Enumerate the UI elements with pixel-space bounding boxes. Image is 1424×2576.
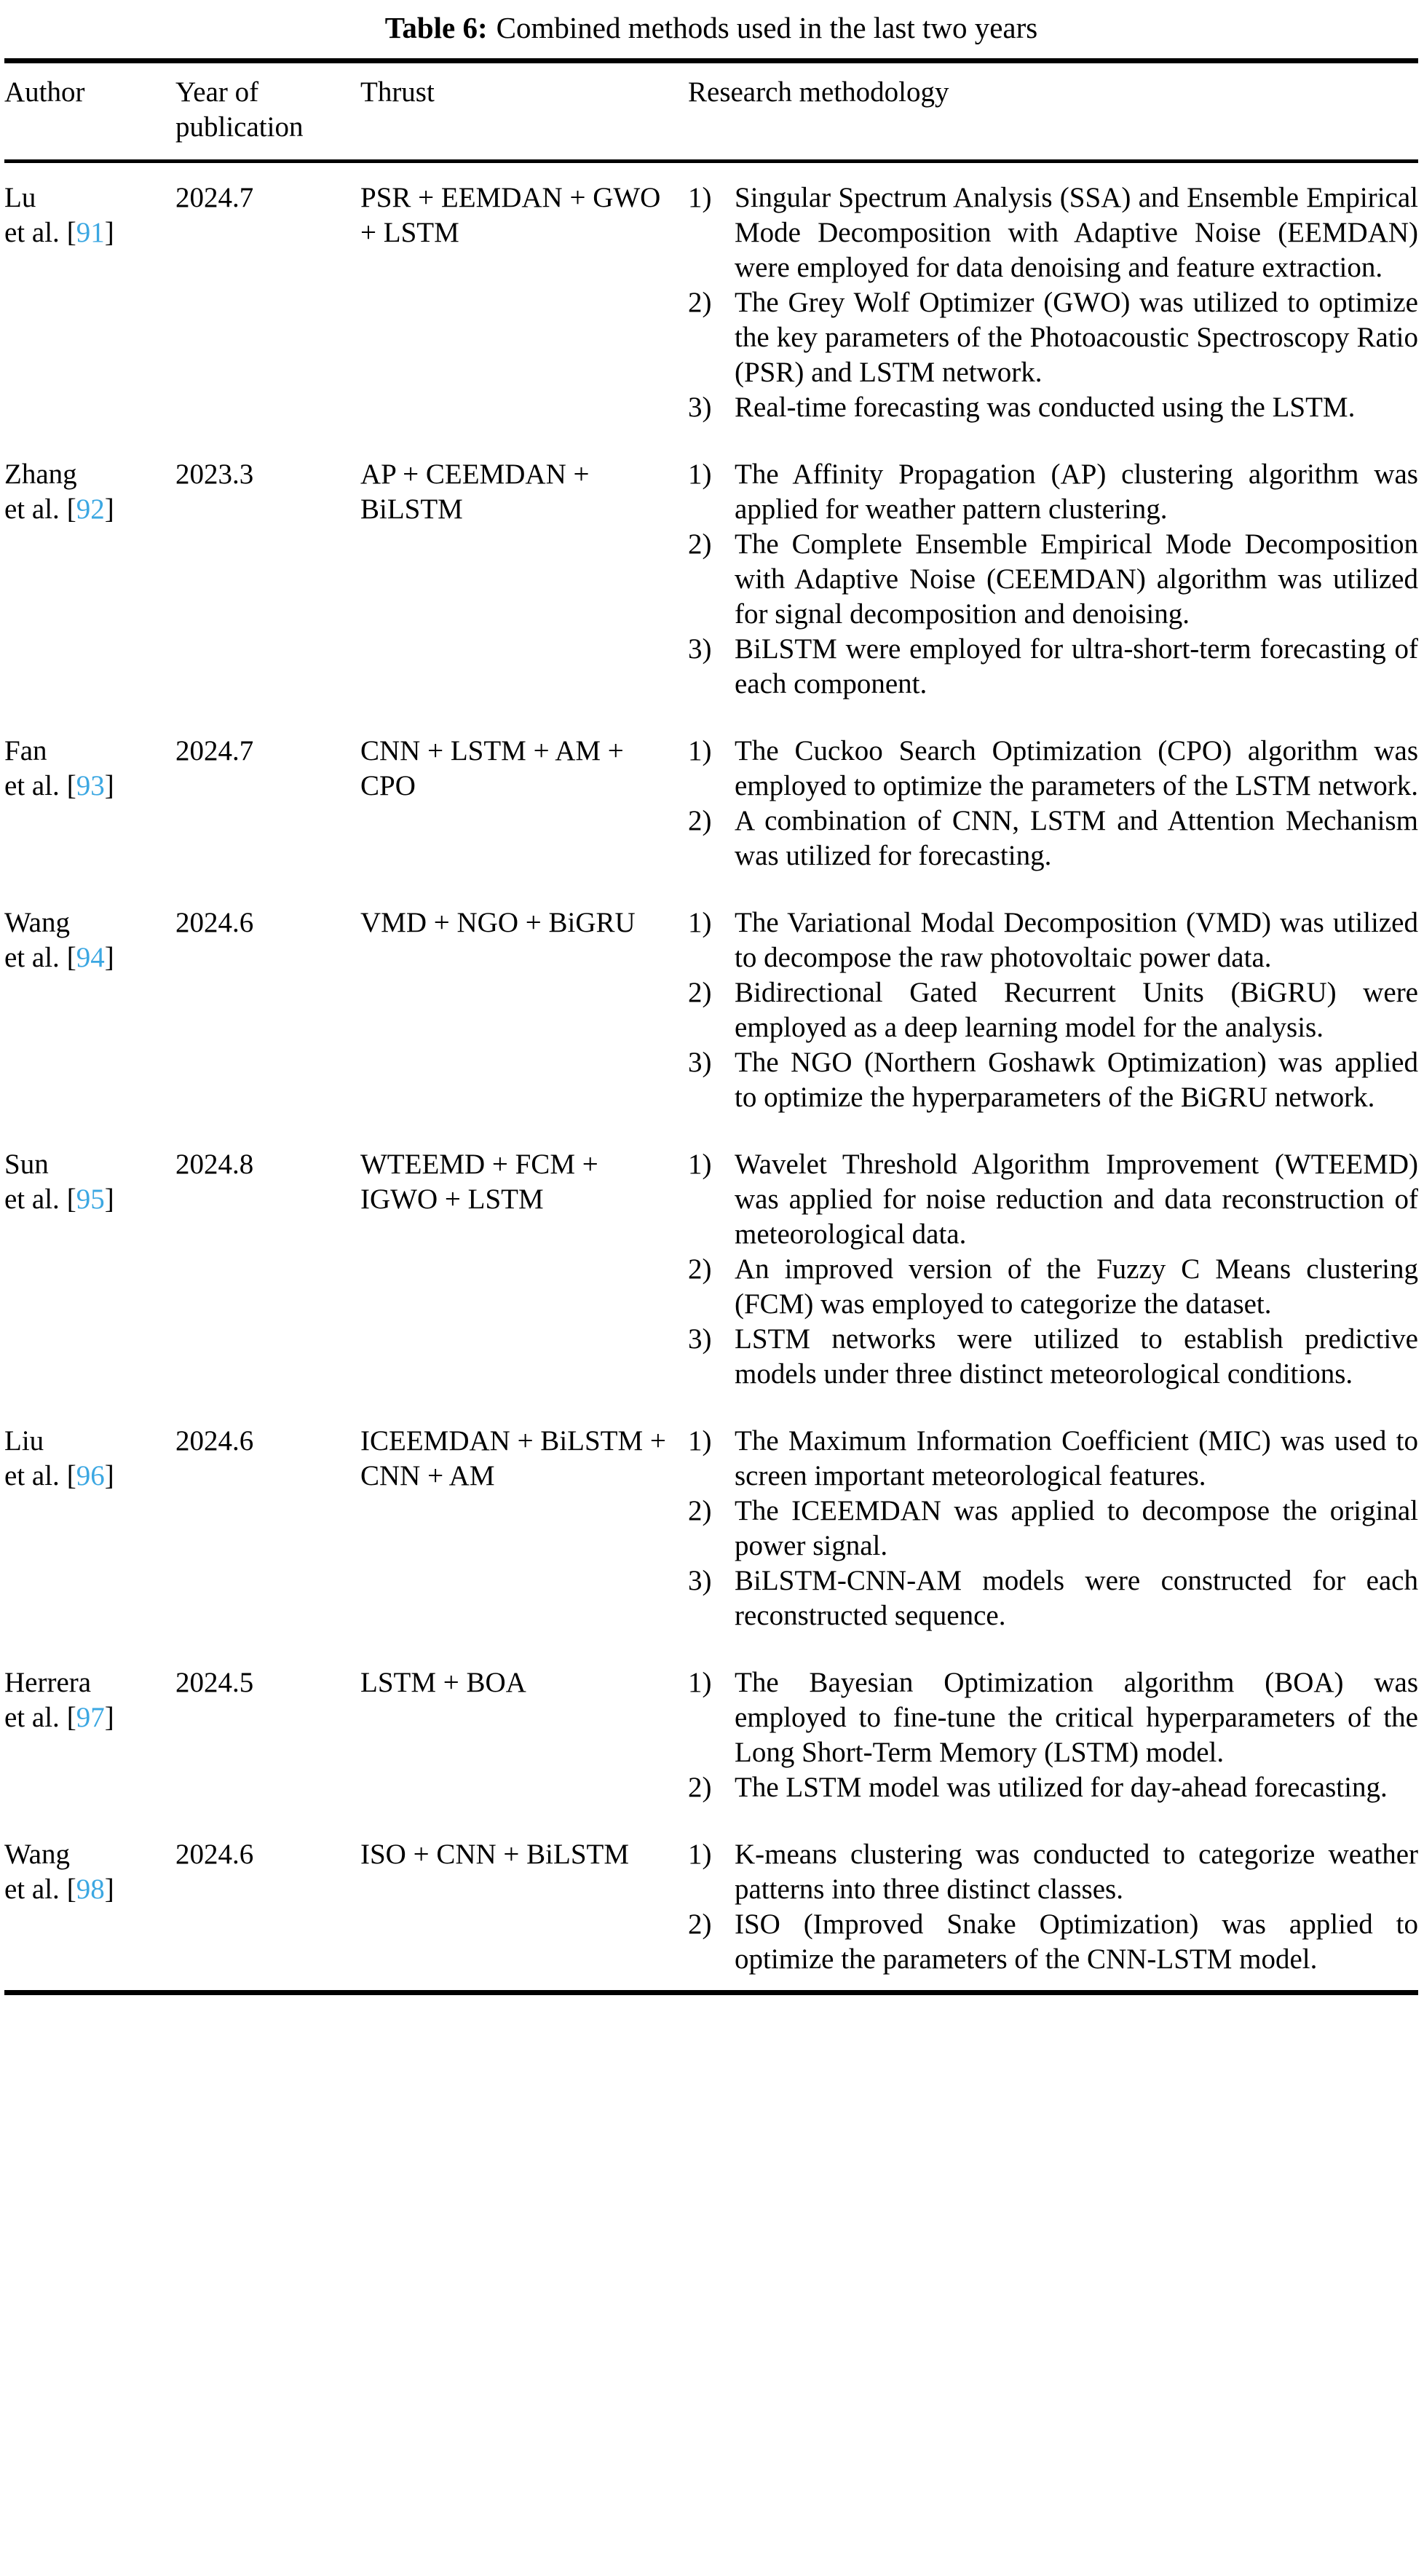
methodology-item-text: Bidirectional Gated Recurrent Units (BiGRU) were employed as a deep learning model for the analysis.: [735, 977, 1418, 1043]
methodology-item-text: The ICEEMDAN was applied to decompose the original power signal.: [735, 1495, 1418, 1561]
methodology-item-text: ISO (Improved Snake Optimization) was applied to optimize the parameters of the CNN-LSTM model.: [735, 1909, 1418, 1975]
ref-bracket-close: ]: [104, 1874, 114, 1905]
table-row: [4, 1424, 1418, 1633]
author-cell: [4, 181, 175, 250]
author-cell: [4, 734, 175, 804]
citation-ref[interactable]: 92: [76, 494, 105, 525]
methodology-item-number: 1): [688, 182, 712, 213]
methodology-item: [688, 975, 1418, 1045]
author-cell: [4, 1837, 175, 1907]
methodology-item-text: The LSTM model was utilized for day-ahead forecasting.: [735, 1772, 1388, 1803]
methodology-item-number: 1): [688, 1667, 712, 1698]
thrust-cell: WTEEMD + FCM + IGWO + LSTM: [360, 1149, 598, 1215]
methodology-item-text: K-means clustering was conducted to categorize weather patterns into three distinct classes.: [735, 1839, 1418, 1905]
methodology-item-text: The Variational Modal Decomposition (VMD) was utilized to decompose the raw photovoltaic power data.: [735, 907, 1418, 973]
table-caption-label: Table 6:: [384, 11, 488, 44]
ref-bracket-open: [: [66, 942, 76, 973]
year-cell: 2024.6: [175, 907, 254, 938]
ref-bracket-open: [: [66, 494, 76, 525]
year-cell: 2024.6: [175, 1839, 254, 1870]
thrust-cell: ISO + CNN + BiLSTM: [360, 1839, 630, 1870]
thrust-cell: VMD + NGO + BiGRU: [360, 907, 636, 938]
methodology-item-number: 3): [688, 1565, 712, 1596]
methodology-item-number: 1): [688, 1425, 712, 1457]
methodology-item-text: BiLSTM were employed for ultra-short-term forecasting of each component.: [735, 633, 1418, 700]
ref-bracket-close: ]: [104, 770, 114, 801]
methodology-item: [688, 390, 1418, 425]
ref-bracket-open: [: [66, 1184, 76, 1215]
column-header-author: Author: [4, 76, 85, 108]
author-citation: [4, 1872, 175, 1907]
citation-ref[interactable]: 96: [76, 1460, 105, 1491]
year-cell: 2024.7: [175, 735, 254, 766]
methodology-item-number: 2): [688, 1772, 712, 1803]
methodology-item-text: The Complete Ensemble Empirical Mode Decomposition with Adaptive Noise (CEEMDAN) algorithm was utilized for signal decomposition and denoising.: [735, 528, 1418, 630]
methodology-item-number: 3): [688, 1323, 712, 1355]
ref-bracket-close: ]: [104, 942, 114, 973]
thrust-cell: PSR + EEMDAN + GWO + LSTM: [360, 182, 661, 248]
year-cell: 2024.5: [175, 1667, 254, 1698]
methodology-item: [688, 1147, 1418, 1252]
author-etal: et al.: [4, 217, 60, 248]
author-etal: et al.: [4, 942, 60, 973]
ref-bracket-close: ]: [104, 494, 114, 525]
methodology-item: [688, 1564, 1418, 1633]
author-citation: [4, 1459, 175, 1494]
author-name: Wang: [4, 1839, 70, 1870]
methodology-item-number: 2): [688, 528, 712, 560]
methodology-item-number: 2): [688, 1253, 712, 1285]
thrust-cell: LSTM + BOA: [360, 1667, 526, 1698]
table-row: [4, 181, 1418, 425]
methodology-item-number: 2): [688, 1909, 712, 1940]
table-top-rule: [4, 58, 1418, 63]
author-cell: [4, 457, 175, 527]
methodology-item-text: The Maximum Information Coefficient (MIC) was used to screen important meteorological features.: [735, 1425, 1418, 1491]
methodology-cell: [688, 457, 1418, 702]
ref-bracket-open: [: [66, 1702, 76, 1733]
author-citation: [4, 492, 175, 527]
table-caption-text: Combined methods used in the last two years: [496, 11, 1038, 44]
column-header-thrust: Thrust: [360, 76, 435, 108]
ref-bracket-open: [: [66, 1460, 76, 1491]
methodology-item-number: 1): [688, 907, 712, 938]
author-etal: et al.: [4, 770, 60, 801]
ref-bracket-open: [: [66, 1874, 76, 1905]
methodology-item: [688, 734, 1418, 804]
column-header-year: Year of publication: [175, 76, 304, 143]
column-header-methodology: Research methodology: [688, 76, 949, 108]
ref-bracket-close: ]: [104, 1702, 114, 1733]
methodology-item-text: Singular Spectrum Analysis (SSA) and Ensemble Empirical Mode Decomposition with Adaptive Noise (EEMDAN) were employed for data denoising and feature extraction.: [735, 182, 1418, 283]
ref-bracket-close: ]: [104, 1460, 114, 1491]
author-etal: et al.: [4, 1874, 60, 1905]
thrust-cell: AP + CEEMDAN + BiLSTM: [360, 459, 590, 525]
methodology-item-text: The Bayesian Optimization algorithm (BOA) was employed to fine-tune the critical hyperparameters of the Long Short-Term Memory (LSTM) model.: [735, 1667, 1418, 1768]
methodology-item: [688, 1424, 1418, 1494]
table-row: [4, 1837, 1418, 1977]
methodology-cell: [688, 181, 1418, 425]
methodology-cell: [688, 905, 1418, 1115]
methodology-cell: [688, 1837, 1418, 1977]
author-name: Sun: [4, 1149, 49, 1180]
methodology-item: [688, 1837, 1418, 1907]
citation-ref[interactable]: 93: [76, 770, 105, 801]
methodology-item: [688, 1322, 1418, 1392]
year-cell: 2024.6: [175, 1425, 254, 1457]
methodology-item: [688, 285, 1418, 390]
methodology-item: [688, 804, 1418, 873]
methodology-item-number: 2): [688, 287, 712, 318]
year-cell: 2023.3: [175, 459, 254, 490]
year-cell: 2024.7: [175, 182, 254, 213]
author-etal: et al.: [4, 494, 60, 525]
author-name: Fan: [4, 735, 47, 766]
table-row: [4, 1147, 1418, 1392]
thrust-cell: CNN + LSTM + AM + CPO: [360, 735, 624, 801]
methodology-cell: [688, 1665, 1418, 1805]
methodology-item-text: A combination of CNN, LSTM and Attention Mechanism was utilized for forecasting.: [735, 805, 1418, 871]
table-bottom-rule: [4, 1990, 1418, 1995]
methodology-item-number: 1): [688, 735, 712, 766]
methodology-item-number: 3): [688, 633, 712, 665]
methodology-item-number: 1): [688, 1149, 712, 1180]
author-citation: [4, 769, 175, 804]
methodology-item-number: 2): [688, 1495, 712, 1526]
author-cell: [4, 1424, 175, 1494]
methodology-item-text: LSTM networks were utilized to establish predictive models under three distinct meteorological conditions.: [735, 1323, 1418, 1390]
author-cell: [4, 1665, 175, 1735]
table-row: [4, 457, 1418, 702]
author-name: Lu: [4, 182, 36, 213]
ref-bracket-open: [: [66, 217, 76, 248]
author-citation: [4, 1700, 175, 1735]
table-caption: [4, 4, 1418, 58]
table-row: [4, 734, 1418, 873]
year-cell: 2024.8: [175, 1149, 254, 1180]
author-citation: [4, 215, 175, 250]
methodology-item: [688, 905, 1418, 975]
citation-ref[interactable]: 94: [76, 942, 105, 973]
author-etal: et al.: [4, 1702, 60, 1733]
citation-ref[interactable]: 97: [76, 1702, 105, 1733]
citation-ref[interactable]: 91: [76, 217, 105, 248]
methodology-item-text: The Grey Wolf Optimizer (GWO) was utilized to optimize the key parameters of the Photoacoustic Spectroscopy Ratio (PSR) and LSTM network.: [735, 287, 1418, 388]
methodology-item: [688, 1045, 1418, 1115]
methodology-item: [688, 181, 1418, 285]
methodology-item: [688, 1494, 1418, 1564]
methodology-item: [688, 457, 1418, 527]
methodology-item-number: 3): [688, 1047, 712, 1078]
methodology-item-text: BiLSTM-CNN-AM models were constructed for each reconstructed sequence.: [735, 1565, 1418, 1631]
methodology-item: [688, 1252, 1418, 1322]
methodology-item-text: Wavelet Threshold Algorithm Improvement (WTEEMD) was applied for noise reduction and data reconstruction of meteorological data.: [735, 1149, 1418, 1250]
author-name: Zhang: [4, 459, 77, 490]
table-body: [4, 163, 1418, 1977]
methodology-item: [688, 527, 1418, 632]
methodology-item: [688, 1770, 1418, 1805]
methodology-item-text: An improved version of the Fuzzy C Means clustering (FCM) was employed to categorize the dataset.: [735, 1253, 1418, 1320]
author-name: Wang: [4, 907, 70, 938]
methodology-cell: [688, 1147, 1418, 1392]
author-etal: et al.: [4, 1460, 60, 1491]
thrust-cell: ICEEMDAN + BiLSTM + CNN + AM: [360, 1425, 666, 1491]
methodology-item: [688, 632, 1418, 702]
methodology-item-text: The NGO (Northern Goshawk Optimization) was applied to optimize the hyperparameters of the BiGRU network.: [735, 1047, 1418, 1113]
table-header-row: [4, 63, 1418, 159]
methodology-item-number: 2): [688, 977, 712, 1008]
author-cell: [4, 905, 175, 975]
citation-ref[interactable]: 95: [76, 1184, 105, 1215]
methodology-cell: [688, 734, 1418, 873]
citation-ref[interactable]: 98: [76, 1874, 105, 1905]
methodology-cell: [688, 1424, 1418, 1633]
ref-bracket-close: ]: [104, 1184, 114, 1215]
methodology-item-number: 3): [688, 392, 712, 423]
methodology-item-number: 2): [688, 805, 712, 836]
methodology-item-number: 1): [688, 459, 712, 490]
author-name: Herrera: [4, 1667, 92, 1698]
methodology-item-text: Real-time forecasting was conducted using the LSTM.: [735, 392, 1356, 423]
author-etal: et al.: [4, 1184, 60, 1215]
ref-bracket-open: [: [66, 770, 76, 801]
methodology-item: [688, 1665, 1418, 1770]
table-row: [4, 1665, 1418, 1805]
methodology-item-text: The Cuckoo Search Optimization (CPO) algorithm was employed to optimize the parameters of the LSTM network.: [735, 735, 1418, 801]
methodology-item: [688, 1907, 1418, 1977]
methodology-item-text: The Affinity Propagation (AP) clustering algorithm was applied for weather pattern clustering.: [735, 459, 1418, 525]
table-row: [4, 905, 1418, 1115]
author-name: Liu: [4, 1425, 44, 1457]
author-cell: [4, 1147, 175, 1217]
author-citation: [4, 1182, 175, 1217]
ref-bracket-close: ]: [104, 217, 114, 248]
methodology-item-number: 1): [688, 1839, 712, 1870]
author-citation: [4, 940, 175, 975]
